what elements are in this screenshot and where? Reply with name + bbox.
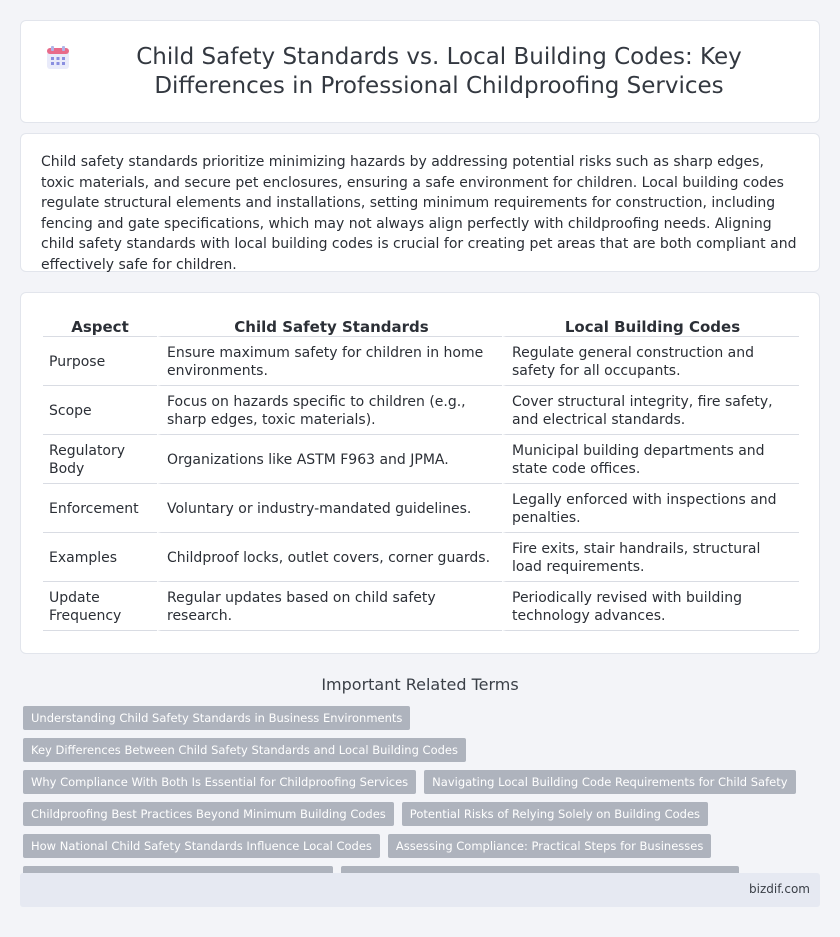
page-title: Child Safety Standards vs. Local Building Codes: Key Differences in Professional Childproofing Services	[136, 43, 742, 99]
column-header: Child Safety Standards	[157, 313, 502, 337]
related-term-link[interactable]: Assessing Compliance: Practical Steps for Businesses	[388, 834, 711, 858]
table-cell: Enforcement	[43, 484, 157, 533]
table-row	[43, 533, 799, 582]
related-terms-list	[23, 706, 823, 898]
related-term-link[interactable]: Key Differences Between Child Safety Standards and Local Building Codes	[23, 738, 466, 762]
table-cell: Organizations like ASTM F963 and JPMA.	[157, 435, 502, 484]
table-cell: Scope	[43, 386, 157, 435]
related-term-link[interactable]: Potential Risks of Relying Solely on Building Codes	[402, 802, 708, 826]
intro-paragraph: Child safety standards prioritize minimizing hazards by addressing potential risks such as sharp edges, toxic materials, and secure pet enclosures, ensuring a safe environment for children. Local building codes regulate structural elements and installations, setting minimum requirements for construction, including fencing and gate specifications, which may not always align perfectly with childproofing needs. Aligning child safety standards with local building codes is crucial for creating pet areas that are both compliant and effectively safe for children.	[41, 154, 797, 273]
table-cell: Ensure maximum safety for children in home environments.	[157, 337, 502, 386]
table-cell: Update Frequency	[43, 582, 157, 631]
related-term-link[interactable]: Understanding Child Safety Standards in Business Environments	[23, 706, 410, 730]
table-cell: Focus on hazards specific to children (e.g., sharp edges, toxic materials).	[157, 386, 502, 435]
comparison-table-card	[20, 292, 820, 654]
intro-card	[20, 133, 820, 272]
table-cell: Regulate general construction and safety for all occupants.	[502, 337, 799, 386]
header-card	[20, 20, 820, 123]
column-header: Local Building Codes	[502, 313, 799, 337]
comparison-table	[43, 313, 799, 631]
table-cell: Legally enforced with inspections and penalties.	[502, 484, 799, 533]
table-cell: Voluntary or industry-mandated guidelines.	[157, 484, 502, 533]
table-header-row	[43, 313, 799, 337]
table-cell: Regular updates based on child safety research.	[157, 582, 502, 631]
table-cell: Purpose	[43, 337, 157, 386]
related-term-link[interactable]: Childproofing Best Practices Beyond Minimum Building Codes	[23, 802, 394, 826]
table-row	[43, 582, 799, 631]
table-cell: Cover structural integrity, fire safety, and electrical standards.	[502, 386, 799, 435]
site-name[interactable]: bizdif.com	[749, 882, 810, 896]
calendar-icon	[45, 45, 71, 71]
column-header: Aspect	[43, 313, 157, 337]
related-term-link[interactable]: Why Compliance With Both Is Essential for Childproofing Services	[23, 770, 416, 794]
table-cell: Childproof locks, outlet covers, corner guards.	[157, 533, 502, 582]
related-term-link[interactable]: How National Child Safety Standards Influence Local Codes	[23, 834, 380, 858]
table-row	[43, 484, 799, 533]
footer-bar	[20, 873, 820, 907]
table-row	[43, 337, 799, 386]
table-cell: Municipal building departments and state code offices.	[502, 435, 799, 484]
table-row	[43, 435, 799, 484]
table-cell: Examples	[43, 533, 157, 582]
table-cell: Periodically revised with building technology advances.	[502, 582, 799, 631]
related-terms-heading: Important Related Terms	[321, 675, 519, 694]
table-cell: Fire exits, stair handrails, structural load requirements.	[502, 533, 799, 582]
table-row	[43, 386, 799, 435]
table-cell: Regulatory Body	[43, 435, 157, 484]
related-term-link[interactable]: Navigating Local Building Code Requirements for Child Safety	[424, 770, 795, 794]
